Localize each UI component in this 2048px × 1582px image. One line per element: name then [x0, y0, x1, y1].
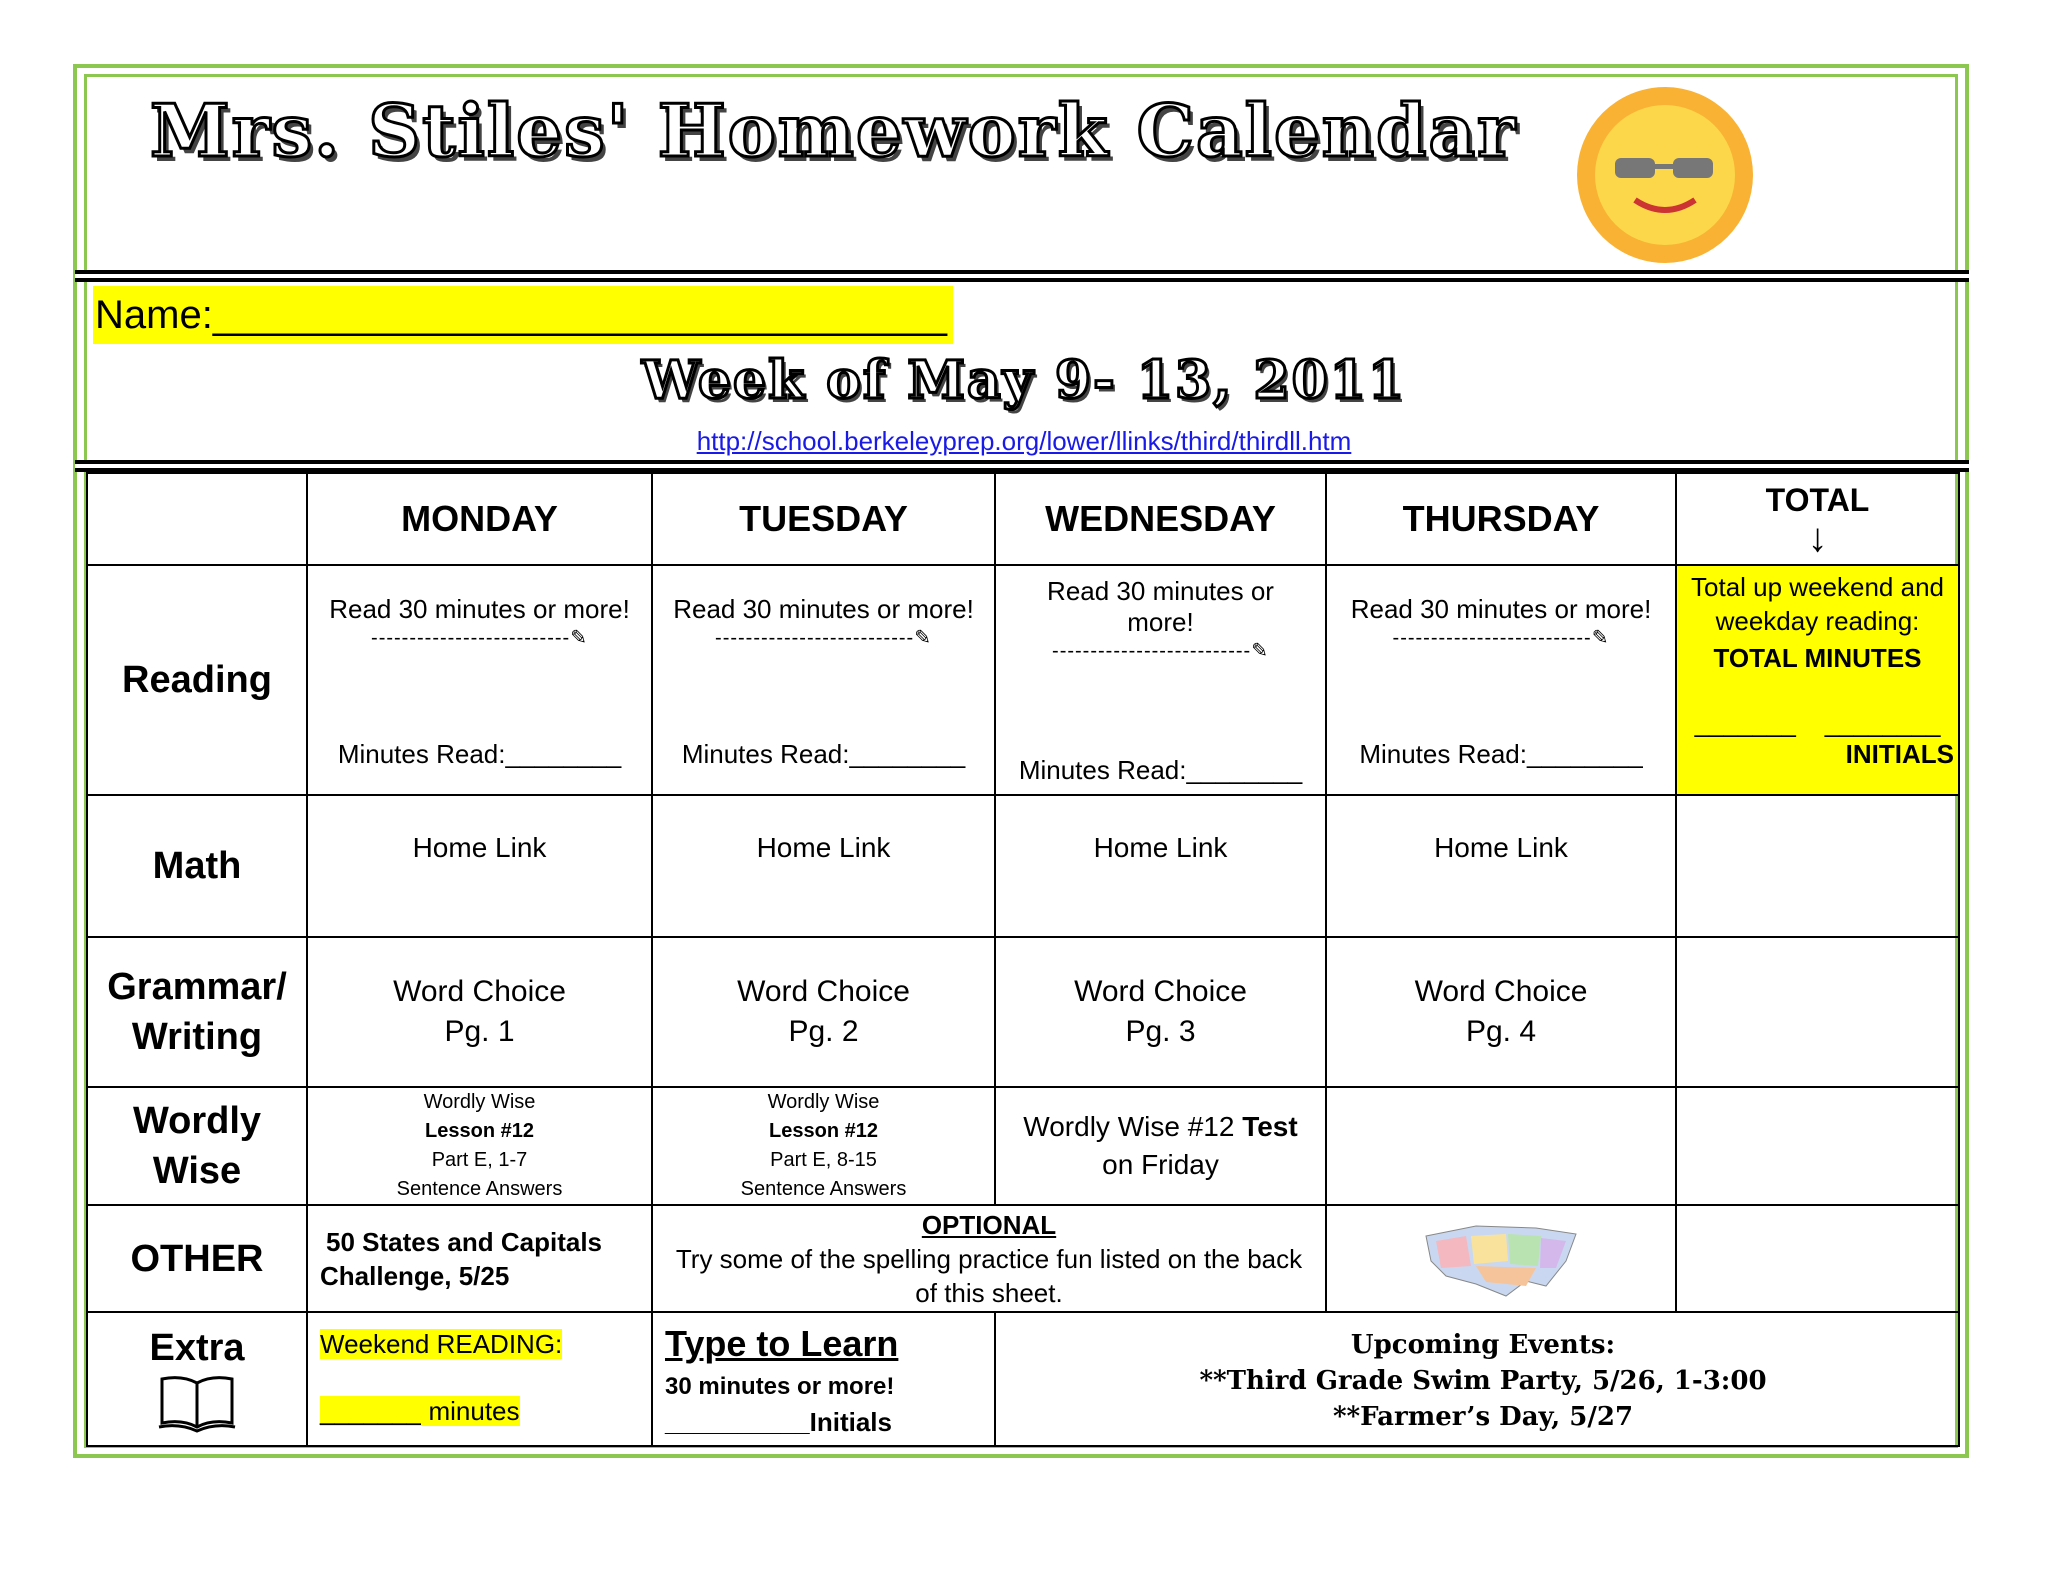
grammar-label	[87, 937, 307, 1087]
optional-text-1: Try some of the spelling practice fun listed on the back	[675, 1243, 1303, 1274]
home-link: Home Link	[1434, 832, 1568, 863]
wordly-title: Wordly Wise	[423, 1091, 536, 1113]
dash-line	[653, 625, 994, 650]
divider-bottom	[75, 460, 1969, 472]
upcoming-events	[995, 1312, 1959, 1446]
wordly-wednesday	[995, 1087, 1326, 1205]
reading-thursday	[1326, 565, 1676, 795]
name-label: Name:	[95, 293, 213, 337]
corner-cell	[87, 473, 307, 565]
other-total	[1676, 1205, 1959, 1312]
total-header	[1676, 473, 1959, 565]
minutes-read-field[interactable]: Minutes Read:________	[681, 739, 966, 769]
wordly-thursday	[1326, 1087, 1676, 1205]
pencil-icon: ✎	[570, 627, 588, 649]
page-title: Mrs. Stiles' Homework Calendar	[150, 88, 1518, 173]
wordly-lesson: Lesson #12	[425, 1120, 534, 1142]
grammar-label-2: Writing	[131, 1016, 263, 1058]
initials-label: Initials	[809, 1407, 892, 1437]
optional-label: OPTIONAL	[921, 1209, 1057, 1240]
math-thursday	[1326, 795, 1676, 937]
grammar-tuesday	[652, 937, 995, 1087]
extra-monday	[307, 1312, 652, 1446]
grammar-label-1: Grammar/	[107, 966, 287, 1008]
dash-text: --------------------------	[1392, 627, 1592, 649]
total-label: TOTAL	[1765, 482, 1870, 518]
weekend-minutes-blank[interactable]: _______	[320, 1396, 422, 1426]
monday-header: MONDAY	[307, 473, 652, 565]
other-monday	[307, 1205, 652, 1312]
home-link: Home Link	[756, 832, 891, 863]
other-thursday	[1326, 1205, 1676, 1312]
wordly-test-bold: Test	[1242, 1111, 1298, 1142]
total-minutes-label: TOTAL MINUTES	[1713, 643, 1922, 673]
upcoming-title: Upcoming Events:	[1350, 1330, 1616, 1360]
extra-row	[87, 1312, 1959, 1446]
header-row	[87, 473, 1959, 565]
divider-top	[75, 270, 1969, 282]
reading-task-line-2: more!	[1127, 607, 1194, 637]
reading-total	[1676, 565, 1959, 795]
extra-label-cell	[87, 1312, 307, 1446]
sun-icon	[1565, 80, 1765, 270]
wordly-title: Wordly Wise	[767, 1091, 880, 1113]
home-link: Home Link	[1093, 832, 1228, 863]
pencil-icon: ✎	[1591, 627, 1610, 649]
weekend-reading-line	[320, 1329, 651, 1360]
wordly-test-text: Wordly Wise #12	[1023, 1111, 1243, 1142]
wordly-part: Part E, 1-7	[431, 1149, 528, 1171]
type-to-learn-text: 30 minutes or more!	[665, 1373, 895, 1400]
wordly-lesson: Lesson #12	[769, 1120, 878, 1142]
extra-tuesday	[652, 1312, 995, 1446]
event-farmers-day: **Farmer’s Day, 5/27	[1332, 1402, 1634, 1432]
weekend-reading-label: Weekend READING:	[320, 1329, 563, 1359]
reading-tuesday	[652, 565, 995, 795]
reading-row	[87, 565, 1959, 795]
weekend-minutes-line[interactable]	[320, 1396, 651, 1427]
weekend-minutes-label: minutes	[421, 1396, 520, 1426]
reading-task: Read 30 minutes or more!	[329, 594, 630, 624]
grammar-total	[1676, 937, 1959, 1087]
dash-line	[1327, 625, 1675, 650]
wordly-monday	[307, 1087, 652, 1205]
math-tuesday	[652, 795, 995, 937]
name-blank: _________________________________	[212, 293, 947, 337]
usa-map-image	[1416, 1206, 1586, 1306]
pencil-icon: ✎	[1251, 640, 1269, 662]
thursday-header: THURSDAY	[1326, 473, 1676, 565]
name-field[interactable]	[93, 286, 953, 344]
minutes-read-field[interactable]: Minutes Read:________	[337, 739, 622, 769]
wordly-label-2: Wise	[152, 1150, 242, 1192]
initials-blank[interactable]: __________	[665, 1407, 810, 1437]
wednesday-header: WEDNESDAY	[995, 473, 1326, 565]
wordly-test-day: on Friday	[1102, 1149, 1219, 1180]
math-monday	[307, 795, 652, 937]
total-blanks[interactable]	[1677, 708, 1958, 739]
math-total	[1676, 795, 1959, 937]
resource-link[interactable]: http://school.berkeleyprep.org/lower/llinks/third/thirdll.htm	[696, 426, 1352, 456]
extra-label: Extra	[149, 1327, 245, 1369]
reading-label: Reading	[87, 565, 307, 795]
grammar-monday	[307, 937, 652, 1087]
grammar-thursday	[1326, 937, 1676, 1087]
total-blank-initials[interactable]: ________	[1824, 708, 1941, 738]
grammar-row	[87, 937, 1959, 1087]
page-number: Pg. 1	[444, 1015, 515, 1048]
word-choice: Word Choice	[393, 975, 566, 1008]
word-choice: Word Choice	[737, 975, 910, 1008]
wordly-tuesday	[652, 1087, 995, 1205]
dash-text: --------------------------	[1052, 640, 1252, 662]
page-number: Pg. 4	[1465, 1015, 1537, 1048]
word-choice: Word Choice	[1414, 975, 1588, 1008]
wordly-total	[1676, 1087, 1959, 1205]
reading-wednesday	[995, 565, 1326, 795]
wordly-sentences: Sentence Answers	[396, 1178, 563, 1200]
page-number: Pg. 3	[1125, 1015, 1196, 1048]
wordly-row	[87, 1087, 1959, 1205]
other-row	[87, 1205, 1959, 1312]
wordly-part: Part E, 8-15	[770, 1149, 877, 1171]
week-heading: Week of May 9- 13, 2011	[641, 350, 1407, 411]
calendar-table	[86, 472, 1960, 1447]
wordly-label	[87, 1087, 307, 1205]
book-icon	[157, 1373, 237, 1433]
initials-label: INITIALS	[1845, 739, 1954, 769]
dash-line	[308, 625, 651, 650]
wordly-label-1: Wordly	[132, 1100, 262, 1142]
math-wednesday	[995, 795, 1326, 937]
event-swim-party: **Third Grade Swim Party, 5/26, 1-3:00	[1199, 1366, 1767, 1396]
word-choice: Word Choice	[1074, 975, 1247, 1008]
total-blank-minutes[interactable]: _______	[1694, 708, 1796, 738]
dash-text: --------------------------	[715, 627, 915, 649]
total-instructions-1: Total up weekend and	[1691, 572, 1944, 602]
minutes-read-field[interactable]: Minutes Read:________	[1018, 755, 1303, 785]
reading-monday	[307, 565, 652, 795]
math-row	[87, 795, 1959, 937]
math-label: Math	[87, 795, 307, 937]
total-instructions-2: weekday reading:	[1715, 606, 1920, 636]
grammar-wednesday	[995, 937, 1326, 1087]
pencil-icon: ✎	[914, 627, 932, 649]
optional-text-2: of this sheet.	[915, 1277, 1063, 1308]
states-challenge-2: Challenge, 5/25	[320, 1260, 510, 1291]
dash-line	[996, 638, 1325, 663]
type-to-learn-title: Type to Learn	[665, 1323, 899, 1364]
type-to-learn-initials-line[interactable]	[665, 1407, 994, 1438]
down-arrow-icon: ↓	[1807, 516, 1828, 560]
other-label: OTHER	[87, 1205, 307, 1312]
page-number: Pg. 2	[788, 1015, 859, 1048]
states-challenge-1: 50 States and Capitals	[326, 1226, 602, 1257]
dash-text: --------------------------	[371, 627, 571, 649]
reading-task: Read 30 minutes or more!	[673, 594, 974, 624]
reading-task-line-1: Read 30 minutes or	[1047, 576, 1274, 606]
wordly-test-line	[996, 1108, 1325, 1146]
minutes-read-field[interactable]: Minutes Read:________	[1359, 739, 1643, 769]
tuesday-header: TUESDAY	[652, 473, 995, 565]
home-link: Home Link	[412, 832, 547, 863]
wordly-sentences: Sentence Answers	[740, 1178, 907, 1200]
reading-task: Read 30 minutes or more!	[1350, 594, 1652, 624]
other-optional	[652, 1205, 1326, 1312]
